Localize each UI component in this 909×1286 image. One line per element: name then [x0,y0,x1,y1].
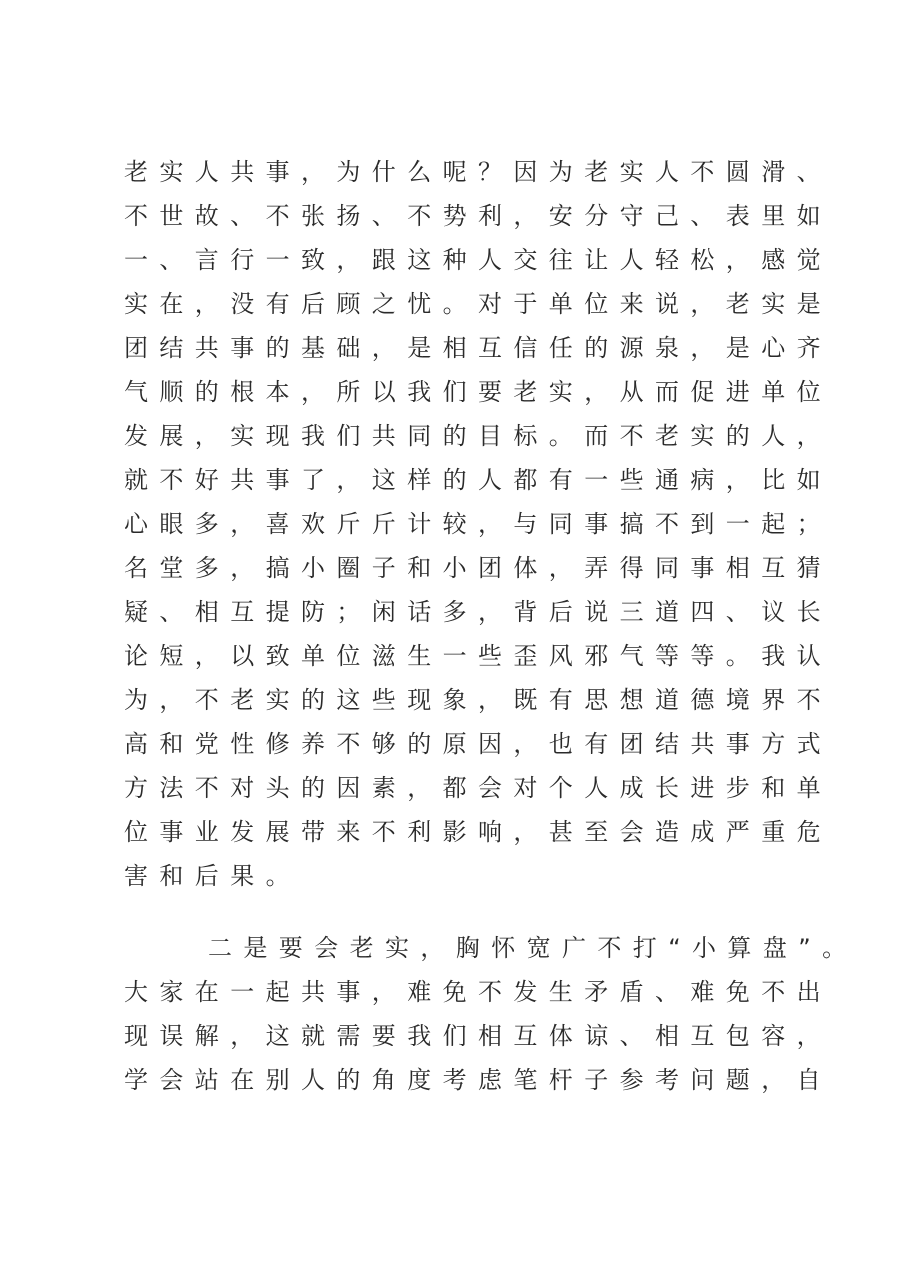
text-line: 害和后果。 [124,862,301,890]
text-line: 高和党性修养不够的原因，也有团结共事方式 [124,730,832,758]
document-body [124,150,858,1102]
text-line: 心眼多，喜欢斤斤计较，与同事搞不到一起； [124,510,832,538]
text-line: 为，不老实的这些现象，既有思想道德境界不 [124,686,832,714]
text-line: 发展，实现我们共同的目标。而不老实的人， [124,422,832,450]
paragraph-2 [124,926,858,1102]
text-line: 就不好共事了，这样的人都有一些通病，比如 [124,466,832,494]
text-line: 论短，以致单位滋生一些歪风邪气等等。我认 [124,642,832,670]
text-line: 不世故、不张扬、不势利，安分守己、表里如 [124,202,832,230]
text-line: 大家在一起共事，难免不发生矛盾、难免不出 [124,978,832,1006]
text-line: 疑、相互提防；闲话多，背后说三道四、议长 [124,598,832,626]
text-line: 现误解，这就需要我们相互体谅、相互包容， [124,1022,832,1050]
text-line: 老实人共事，为什么呢？因为老实人不圆滑、 [124,158,832,186]
text-line: 实在，没有后顾之忧。对于单位来说，老实是 [124,290,832,318]
text-line: 学会站在别人的角度考虑笔杆子参考问题，自 [124,1066,832,1094]
text-line: 方法不对头的因素，都会对个人成长进步和单 [124,774,832,802]
text-line-indented: 二是要会老实，胸怀宽广不打“小算盘”。 [208,934,858,962]
text-line: 位事业发展带来不利影响，甚至会造成严重危 [124,818,832,846]
paragraph-gap [124,898,794,926]
paragraph-1 [124,150,832,898]
text-line: 名堂多，搞小圈子和小团体，弄得同事相互猜 [124,554,832,582]
text-line: 团结共事的基础，是相互信任的源泉，是心齐 [124,334,832,362]
text-line: 一、言行一致，跟这种人交往让人轻松，感觉 [124,246,832,274]
text-line: 气顺的根本，所以我们要老实，从而促进单位 [124,378,832,406]
